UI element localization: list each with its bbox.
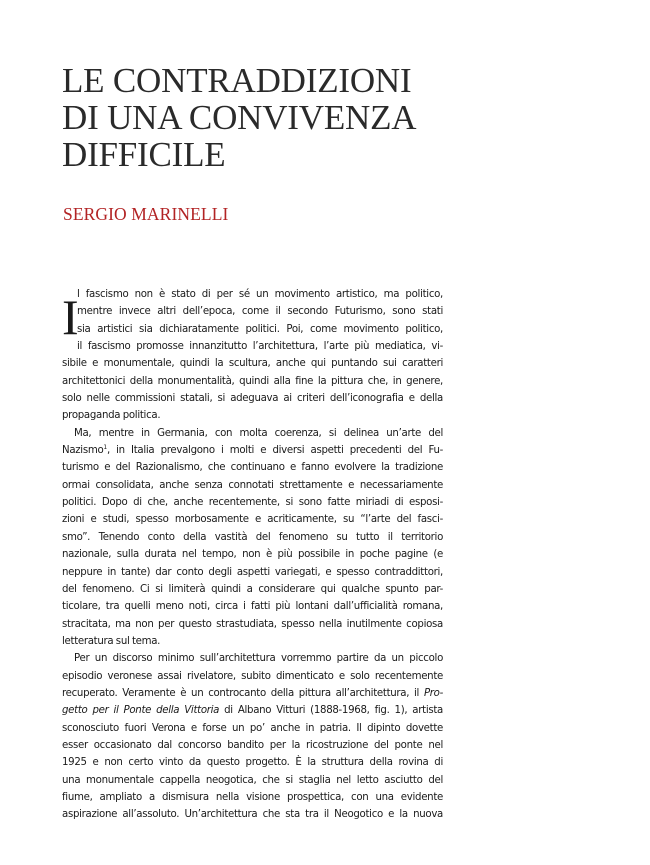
body-line [62, 685, 443, 702]
body-line: neppure in tante) dar conto degli aspetti variegati, e spesso contraddittori, [62, 566, 443, 578]
body-line: episodio veronese assai rivelatore, subito dimenticato e solo recentemente [62, 670, 443, 682]
body-line: nazionale, sulla durata nel tempo, non è più possibile in poche pagine (e [62, 549, 443, 561]
body-line [62, 442, 443, 459]
italic-title: getto per il Ponte della Vittoria [62, 705, 220, 717]
inline-text: Nazismo [62, 445, 104, 457]
body-line: propaganda politica. [62, 410, 161, 422]
body-line: architettonici della monumentalità, quindi alla fine la pittura che, in genere, [62, 375, 443, 387]
inline-text: di Albano Vitturi (1888-1968, fig. 1), artista [219, 705, 443, 717]
title-line: DI UNA CONVIVENZA [62, 98, 417, 137]
body-line: l fascismo non è stato di per sé un movimento artistico, ma politico, [77, 289, 443, 300]
body-line: sibile e monumentale, quindi la scultura, anche qui puntando sui caratteri [62, 358, 443, 370]
body-line: 1925 e non certo vinto da questo progetto. È la struttura della rovina di [62, 757, 443, 769]
inline-text: , in Italia prevalgono i molti e diversi aspetti precedenti del Fu- [106, 445, 443, 457]
author-name: SERGIO MARINELLI [63, 204, 229, 224]
body-line: stracitata, ma non per questo strastudiata, spesso nella inutilmente copiosa [62, 618, 443, 630]
body-line: mentre invece altri dell’epoca, come il secondo Futurismo, sono stati [77, 306, 443, 318]
body-line: sia artistici sia dichiaratamente politici. Poi, come movimento politico, [77, 323, 443, 335]
article-title [62, 62, 502, 173]
body-line: ormai consolidata, anche senza connotati strettamente e necessariamente [62, 479, 443, 491]
body-line: turismo e del Razionalismo, che continuano e fanno evolvere la tradizione [62, 462, 443, 474]
body-line: sconosciuto fuori Verona e forse un po’ anche in patria. Il dipinto dovette [62, 722, 443, 734]
body-line: smo”. Tenendo conto della vastità del fenomeno su tutto il territorio [62, 531, 443, 543]
drop-cap: I [62, 289, 79, 345]
title-line: LE CONTRADDIZIONI [62, 61, 412, 100]
article-body [62, 286, 443, 824]
italic-title: Pro- [423, 687, 443, 699]
body-line: solo nelle commissioni statali, si adeguava ai criteri dell’iconografia e della [62, 393, 443, 405]
body-line: Ma, mentre in Germania, con molta coerenza, si delinea un’arte del [74, 427, 443, 439]
inline-text: recuperato. Veramente è un controcanto della pittura all’architettura, il [62, 687, 424, 699]
body-line: ticolare, tra quelli meno noti, circa i fatti più lontani dall’ufficialità romana, [62, 601, 443, 613]
body-line: zioni e studi, spesso morbosamente e acriticamente, su “l’arte del fasci- [62, 514, 443, 526]
body-line [62, 702, 443, 719]
body-line: esser occasionato dal concorso bandito per la ricostruzione del ponte nel [62, 739, 443, 751]
body-line: il fascismo promosse innanzitutto l’architettura, l’arte più mediatica, vi- [77, 341, 443, 353]
body-line: fiume, ampliato a dismisura nella visione prospettica, con una evidente [62, 791, 443, 803]
body-line: una monumentale cappella neogotica, che si staglia nel letto asciutto del [62, 774, 443, 786]
body-line: del fenomeno. Ci si limiterà quindi a considerare qui qualche spunto par- [62, 583, 443, 595]
title-line: DIFFICILE [62, 135, 226, 174]
body-line: aspirazione all’assoluto. Un’architettura che sta tra il Neogotico e la nuova [62, 809, 443, 821]
body-line: politici. Dopo di che, anche recentemente, si sono fatte miriadi di esposi- [62, 497, 443, 509]
body-line: Per un discorso minimo sull’architettura vorremmo partire da un piccolo [74, 653, 443, 665]
body-line: letteratura sul tema. [62, 635, 161, 647]
footnote-marker[interactable]: 1 [103, 444, 107, 452]
